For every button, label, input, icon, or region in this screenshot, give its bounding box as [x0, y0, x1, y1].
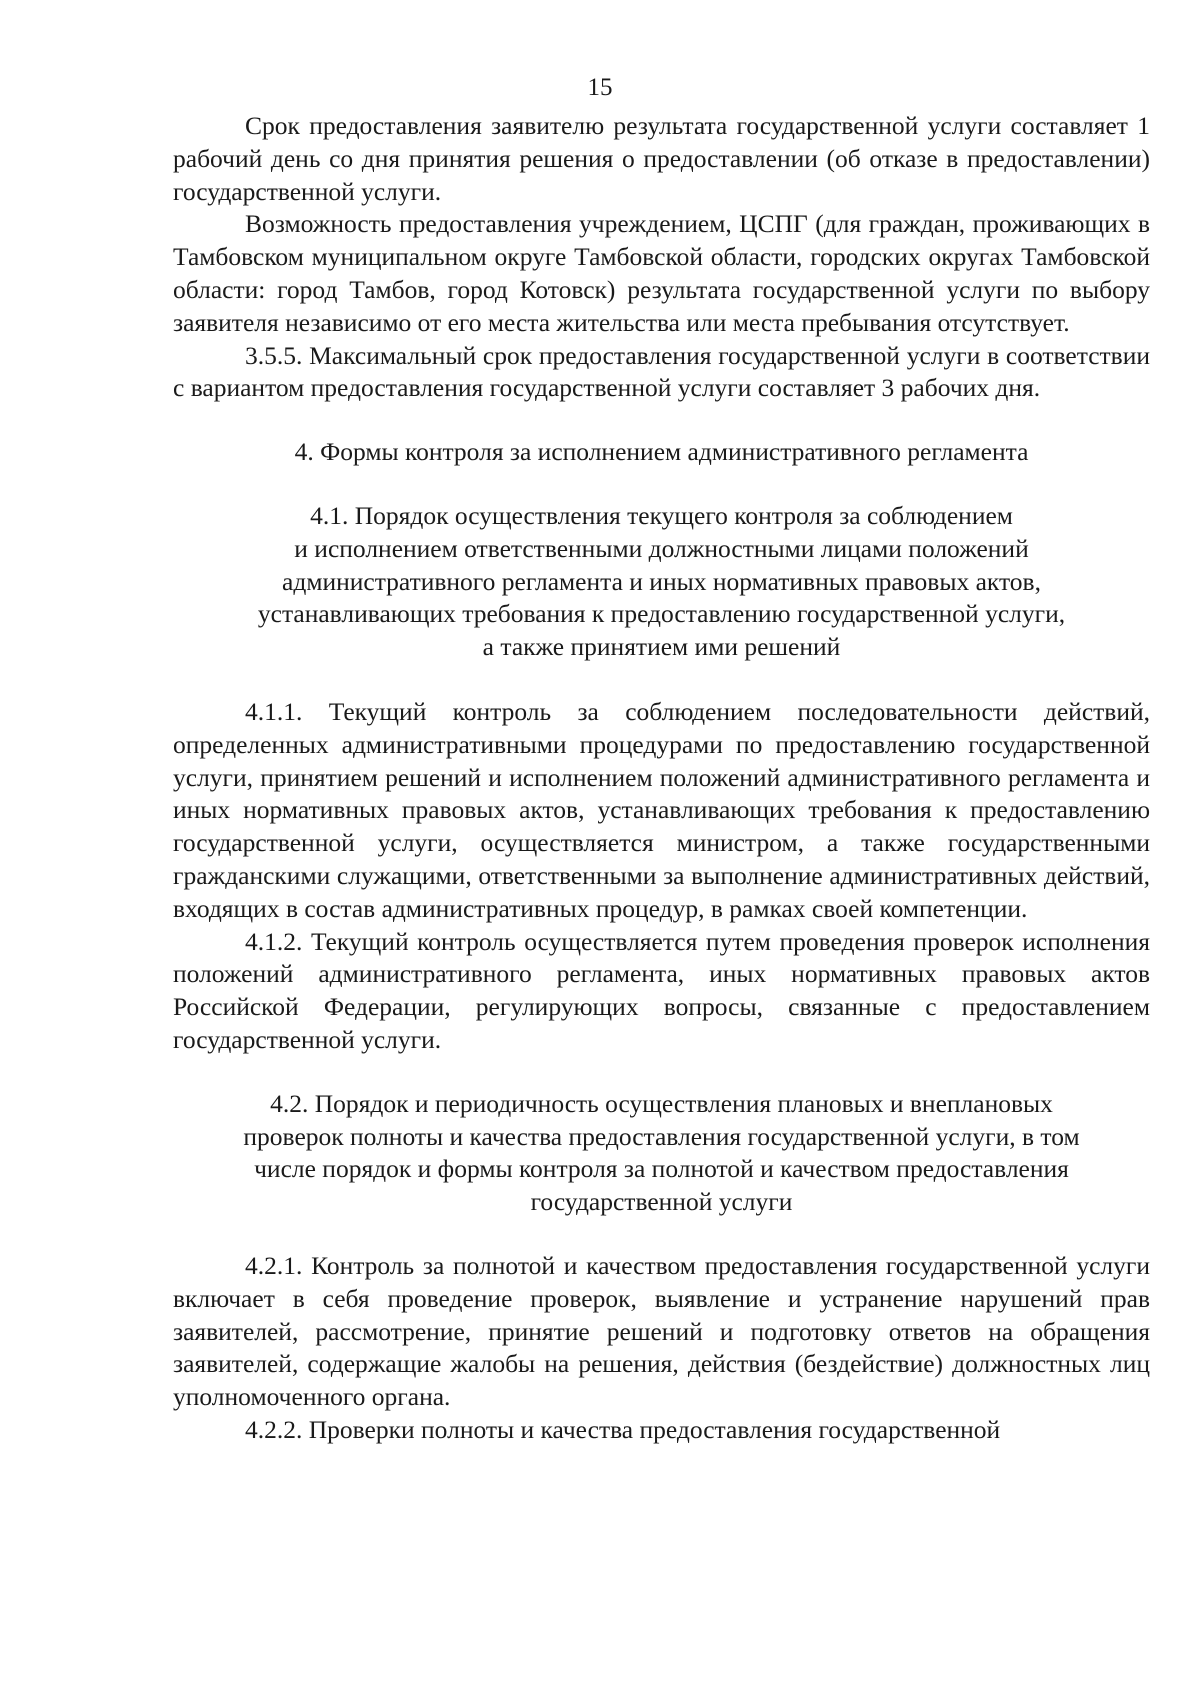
subsection-4-2-title-line: государственной услуги: [530, 1187, 793, 1217]
subsection-4-1-title-line: 4.1. Порядок осуществления текущего контроля за соблюдением: [310, 500, 1013, 530]
subsection-4-1-title: [173, 500, 1150, 664]
page-number: 15: [587, 74, 613, 101]
paragraph-4-2-2: 4.2.2. Проверки полноты и качества предоставления государственной: [245, 1414, 1001, 1444]
paragraph-result-availability: Возможность предоставления учреждением, ЦСПГ (для граждан, проживающих в Тамбовском муниципальном округе Тамбовской области, городских округах Тамбовской области: город Тамбов, город Котовск) результата государственной услуги по выбору заявителя независимо от его места жительства или места пребывания отсутствует.: [173, 209, 1150, 337]
paragraph-4-2-1: 4.2.1. Контроль за полнотой и качеством предоставления государственной услуги включает в себя проведение проверок, выявление и устранение нарушений прав заявителей, рассмотрение, принятие решений и подготовку ответов на обращения заявителей, содержащие жалобы на решения, действия (бездействие) должностных лиц уполномоченного органа.: [173, 1250, 1150, 1412]
subsection-4-1-title-line: административного регламента и иных нормативных правовых актов,: [282, 566, 1041, 596]
subsection-4-1-title-line: а также принятием ими решений: [482, 632, 841, 662]
paragraph-4-1-2: 4.1.2. Текущий контроль осуществляется путем проведения проверок исполнения положений административного регламента, иных нормативных правовых актов Российской Федерации, регулирующих вопросы, связанные с предоставлением государственной услуги.: [173, 926, 1150, 1054]
subsection-4-2-title: [173, 1088, 1150, 1219]
subsection-4-2-title-line: числе порядок и формы контроля за полнотой и качеством предоставления: [254, 1154, 1069, 1184]
document-body: [173, 110, 1150, 1447]
subsection-4-1-title-line: устанавливающих требования к предоставлению государственной услуги,: [257, 599, 1066, 629]
paragraph-4-1-1: 4.1.1. Текущий контроль за соблюдением последовательности действий, определенных административными процедурами по предоставлению государственной услуги, принятием решений и исполнением положений административного регламента и иных нормативных правовых актов, устанавливающих требования к предоставлению государственной услуги, осуществляется министром, а также государственными гражданскими служащими, ответственными за выполнение административных действий, входящих в состав административных процедур, в рамках своей компетенции.: [173, 696, 1150, 923]
paragraph-result-term: Срок предоставления заявителю результата государственной услуги составляет 1 рабочий день со дня принятия решения о предоставлении (об отказе в предоставлении) государственной услуги.: [173, 111, 1150, 206]
subsection-4-1-title-line: и исполнением ответственными должностными лицами положений: [294, 533, 1029, 563]
subsection-4-2-title-line: 4.2. Порядок и периодичность осуществления плановых и внеплановых: [270, 1088, 1053, 1118]
paragraph-3-5-5: 3.5.5. Максимальный срок предоставления государственной услуги в соответствии с вариантом предоставления государственной услуги составляет 3 рабочих дня.: [173, 340, 1150, 403]
subsection-4-2-title-line: проверок полноты и качества предоставления государственной услуги, в том: [243, 1121, 1080, 1151]
section-4-title: 4. Формы контроля за исполнением административного регламента: [294, 437, 1029, 467]
